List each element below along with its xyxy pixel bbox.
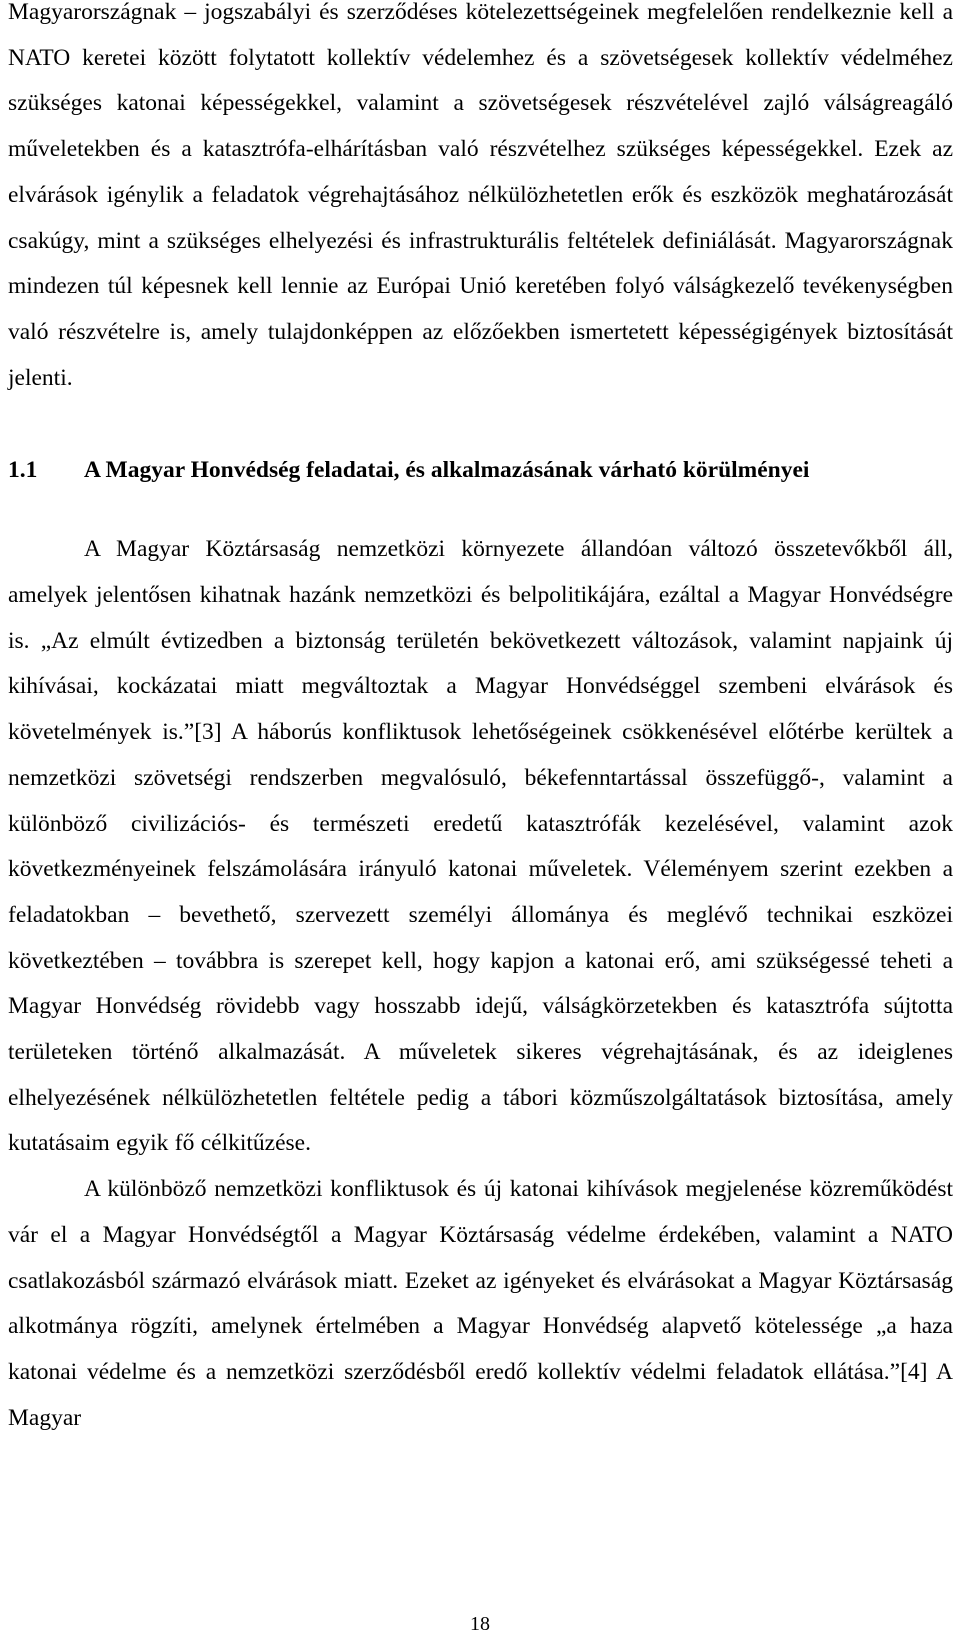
section-paragraph-1: A Magyar Köztársaság nemzetközi környezete állandóan változó összetevőkből áll, amelyek jelentősen kihatnak hazánk nemzetközi és belpolitikájára, ezáltal a Magyar Honvédségre is. „Az elmúlt évtizedben a biztonság területén bekövetkezett változások, valamint napjaink új kihívásai, kockázatai miatt megváltoztak a Magyar Honvédséggel szembeni elvárások és követelmények is.”[3] A háborús konfliktusok lehetőségeinek csökkenésével előtérbe kerültek a nemzetközi szövetségi rendszerben megvalósuló, békefenntartással összefüggő-, valamint a különböző civilizációs- és természeti eredetű katasztrófák kezelésével, valamint azok következményeinek felszámolására irányuló katonai műveletek. Véleményem szerint ezekben a feladatokban – bevethető, szervezett személyi állománya és meglévő technikai eszközei következtében – továbbra is szerepet kell, hogy kapjon a katonai erő, ami szükségessé teheti a Magyar Honvédség rövidebb vagy hosszabb idejű, válságkörzetekben és katasztrófa sújtotta területeken történő alkalmazását. A műveletek sikeres végrehajtásának, és az ideiglenes elhelyezésének nélkülözhetetlen feltétele pedig a tábori közműszolgáltatások biztosítása, amely kutatásaim egyik fő célkitűzése. xyxy=(8,536,953,1157)
section-title: A Magyar Honvédség feladatai, és alkalmazásának várható körülményei xyxy=(84,457,810,484)
section-heading xyxy=(8,401,953,527)
section-paragraph-2: A különböző nemzetközi konfliktusok és új katonai kihívások megjelenése közreműködést vár el a Magyar Honvédségtől a Magyar Köztársaság védelme érdekében, valamint a NATO csatlakozásból származó elvárások miatt. Ezeket az igényeket és elvárásokat a Magyar Köztársaság alkotmánya rögzíti, amelynek értelmében a Magyar Honvédség alapvető kötelessége „a haza katonai védelme és a nemzetközi szerződésből eredő kollektív védelmi feladatok ellátása.”[4] A Magyar xyxy=(8,1176,953,1431)
section-number: 1.1 xyxy=(8,457,38,484)
page-number: 18 xyxy=(470,1613,490,1635)
intro-paragraph: Magyarországnak – jogszabályi és szerződéses kötelezettségeinek megfelelően rendelkeznie kell a NATO keretei között folytatott kollektív védelemhez és a szövetségesek kollektív védelméhez szükséges katonai képességekkel, valamint a szövetségesek részvételével zajló válságreagáló műveletekben és a katasztrófa-elhárításban való részvételhez szükséges képességekkel. Ezek az elvárások igénylik a feladatok végrehajtásához nélkülözhetetlen erők és eszközök meghatározását csakúgy, mint a szükséges elhelyezési és infrastrukturális feltételek definiálását. Magyarországnak mindezen túl képesnek kell lennie az Európai Unió keretében folyó válságkezelő tevékenységben való részvételre is, amely tulajdonképpen az előzőekben ismertetett képességigények biztosítását jelenti. xyxy=(8,0,953,391)
page-body xyxy=(8,0,953,1441)
